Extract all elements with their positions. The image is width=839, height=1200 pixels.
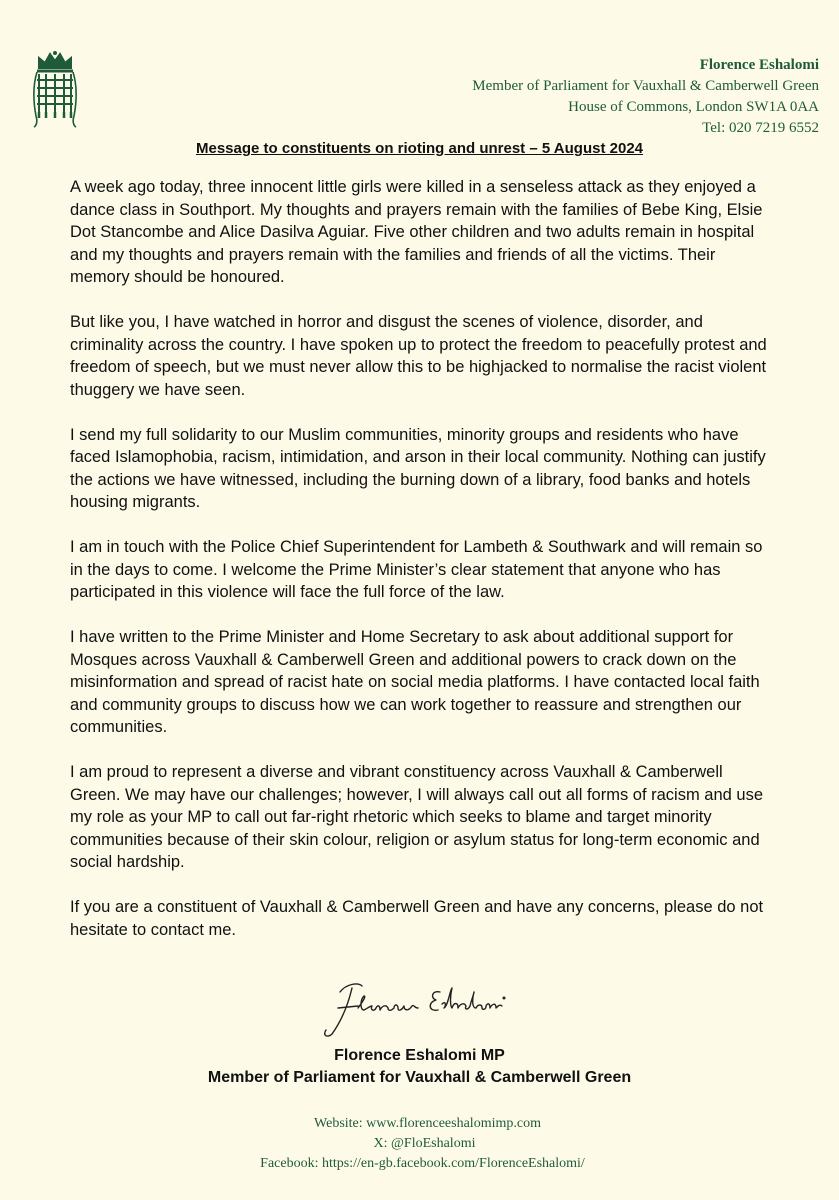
- body-paragraph: I am proud to represent a diverse and vibrant constituency across Vauxhall & Camberwell Green. We may have our challenges; however, I will always call out all forms of racism and use my role as your MP to call out far-right rhetoric which seeks to blame and target minority communities because of their skin colour, religion or asylum status for long-term economic and social hardship.: [70, 763, 763, 871]
- body-paragraph: I have written to the Prime Minister and Home Secretary to ask about additional support for Mosques across Vauxhall & Camberwell Green and additional powers to crack down on the misinformation and spread of racist hate on social media platforms. I have contacted local faith and community groups to discuss how we can work together to reassure and strengthen our communities.: [70, 628, 760, 736]
- footer-facebook[interactable]: Facebook: https://en-gb.facebook.com/FlorenceEshalomi/: [260, 1156, 585, 1171]
- footer-contacts: [0, 1114, 839, 1174]
- body-paragraph: I am in touch with the Police Chief Superintendent for Lambeth & Southwark and will remain so in the days to come. I welcome the Prime Minister’s clear statement that anyone who has participated in this violence will face the full force of the law.: [70, 538, 763, 601]
- handwritten-signature: [318, 970, 518, 1040]
- letterhead-role: Member of Parliament for Vauxhall & Camberwell Green: [472, 78, 819, 94]
- portcullis-icon: [33, 50, 77, 128]
- sign-off-name: Florence Eshalomi MP: [334, 1047, 505, 1064]
- body-paragraph: If you are a constituent of Vauxhall & Camberwell Green and have any concerns, please do not hesitate to contact me.: [70, 898, 764, 939]
- body-paragraph: A week ago today, three innocent little girls were killed in a senseless attack as they enjoyed a dance class in Southport. My thoughts and prayers remain with the families of Bebe King, Elsie Dot Stancombe and Alice Dasilva Aguiar. Five other children and two adults remain in hospital and my thoughts and prayers remain with the families and friends of all the victims. Their memory should be honoured.: [70, 178, 763, 286]
- letterhead: [472, 55, 819, 139]
- letterhead-address: House of Commons, London SW1A 0AA: [568, 99, 819, 115]
- letter-title: Message to constituents on rioting and unrest – 5 August 2024: [195, 140, 644, 157]
- footer-website[interactable]: Website: www.florenceeshalomimp.com: [314, 1116, 541, 1131]
- body-paragraph: I send my full solidarity to our Muslim communities, minority groups and residents who have faced Islamophobia, racism, intimidation, and arson in their local community. Nothing can justify the actions we have witnessed, including the burning down of a library, food banks and hotels housing migrants.: [70, 425, 766, 511]
- sign-off: [0, 1045, 839, 1089]
- letterhead-phone: Tel: 020 7219 6552: [702, 120, 819, 136]
- body-paragraph: But like you, I have watched in horror and disgust the scenes of violence, disorder, and criminality across the country. I have spoken up to protect the freedom to peacefully protest and freedom of speech, but we must never allow this to be highjacked to normalise the racist violent thuggery we have seen.: [70, 313, 767, 399]
- footer-x-handle[interactable]: X: @FloEshalomi: [373, 1136, 476, 1151]
- letterhead-name: Florence Eshalomi: [699, 57, 819, 73]
- letter-body: [70, 176, 770, 964]
- sign-off-role: Member of Parliament for Vauxhall & Camberwell Green: [207, 1069, 632, 1086]
